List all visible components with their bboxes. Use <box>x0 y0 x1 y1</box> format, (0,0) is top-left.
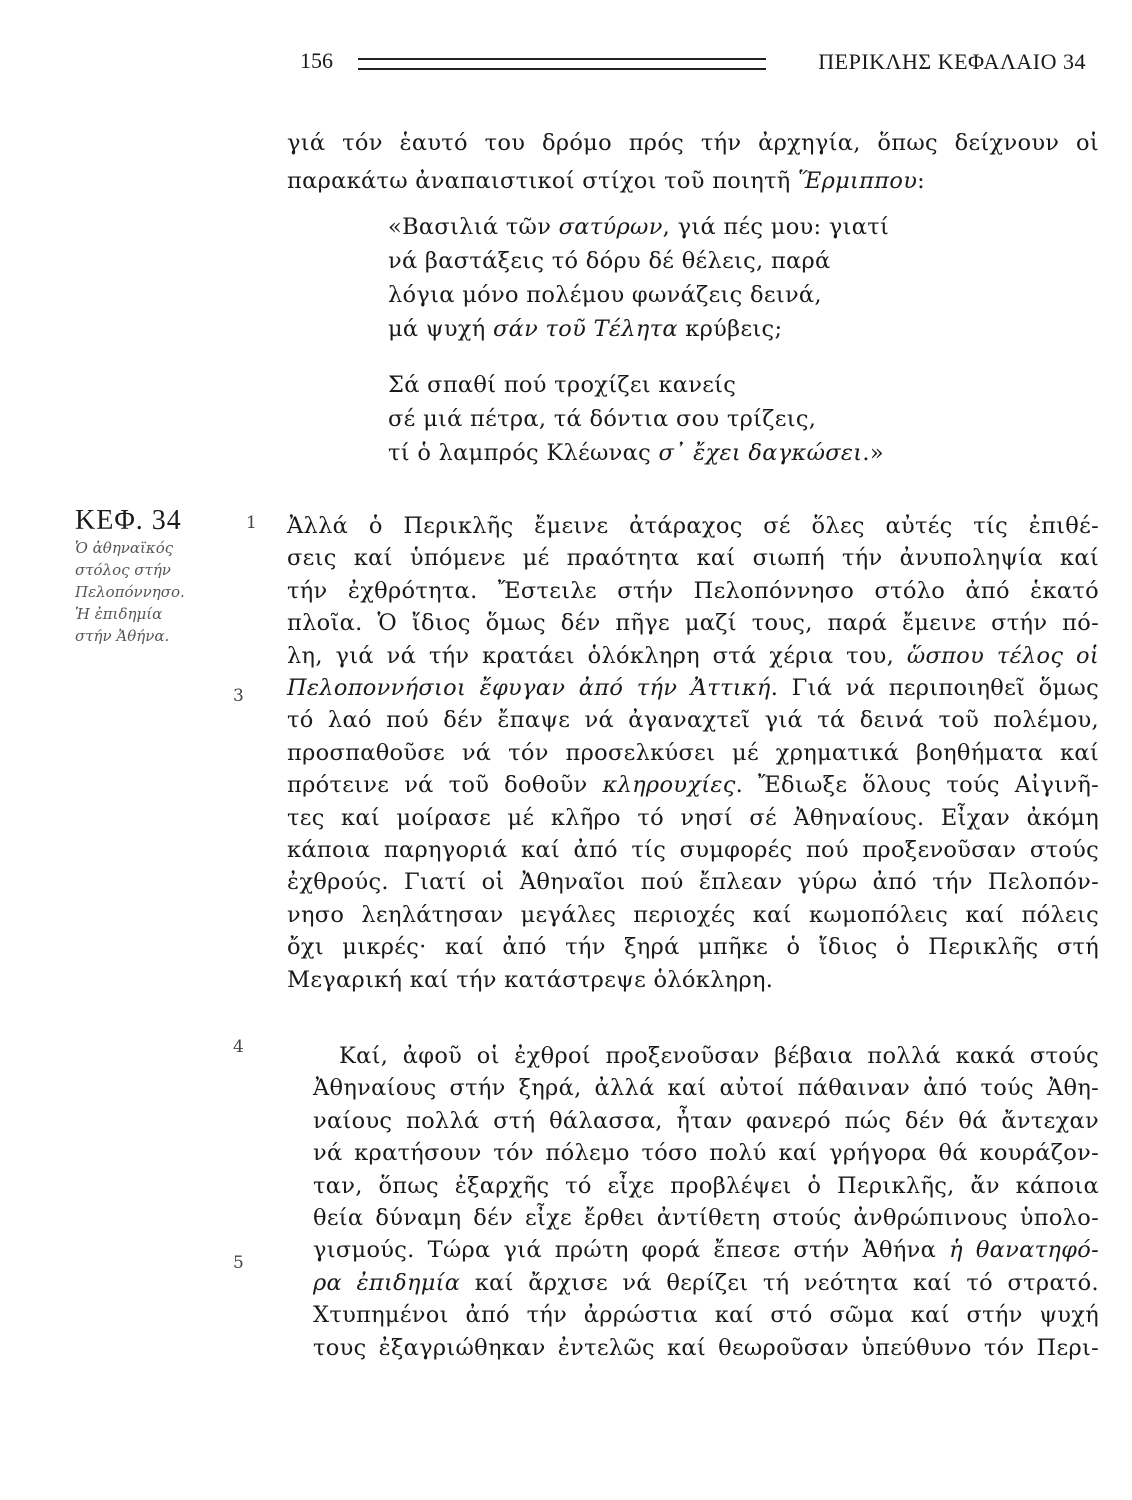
text-line: νησο λεηλάτησαν μεγάλες περιοχές καί κωμοπόλεις καί πόλεις <box>287 901 1099 928</box>
margin-note <box>75 505 215 647</box>
text-line: κάποια παρηγοριά καί ἀπό τίς συμφορές πού προξενοῦσαν στούς <box>287 837 1099 864</box>
verse-line: λόγια μόνο πολέμου φωνάζεις δεινά, <box>388 282 822 308</box>
text-line: πλοῖα. Ὁ ἴδιος ὅμως δέν πῆγε μαζί τους, παρά ἔμεινε στήν πό- <box>287 610 1099 637</box>
verse-line: νά βαστάξεις τό δόρυ δέ θέλεις, παρά <box>388 248 831 274</box>
running-head: ΠΕΡΙΚΛΗΣ ΚΕΦΑΛΑΙΟ 34 <box>818 49 1086 74</box>
text-line: ἐχθρούς. Γιατί οἱ Ἀθηναῖοι πού ἔπλεαν γύρω ἀπό τήν Πελοπόν- <box>287 869 1099 896</box>
note-line: Ἡ ἐπιδημία <box>75 605 163 623</box>
text-line: πρότεινε νά τοῦ δοθοῦν κληρουχίες. Ἔδιωξε ὅλους τούς Αἰγινῆ- <box>287 772 1099 799</box>
text-line: Καί, ἀφοῦ οἱ ἐχθροί προξενοῦσαν βέβαια πολλά κακά στούς <box>339 1043 1099 1069</box>
verse-line: σέ μιά πέτρα, τά δόντια σου τρίζεις, <box>388 406 817 432</box>
text-line: ὄχι μικρές· καί ἀπό τήν ξηρά μπῆκε ὁ ἴδιος ὁ Περικλῆς στή <box>287 934 1099 961</box>
verse-line: «Βασιλιά τῶν σατύρων, γιά πές μου: γιατί <box>388 214 890 240</box>
note-line: στήν Ἀθήνα. <box>75 627 170 645</box>
note-line: στόλος στήν <box>75 561 171 579</box>
paragraph-2 <box>287 1040 1099 1364</box>
text-line: ρα ἐπιδημία καί ἄρχισε νά θερίζει τή νεότητα καί τό στρατό. <box>313 1269 1099 1296</box>
text-line: γισμούς. Τώρα γιά πρώτη φορά ἔπεσε στήν Ἀθήνα ἡ θανατηφό- <box>313 1237 1099 1264</box>
text-line: σεις καί ὑπόμενε μέ πραότητα καί σιωπή τήν ἀνυποληψία καί <box>287 545 1099 572</box>
poem-stanza-1 <box>388 210 889 346</box>
chapter-label: ΚΕΦ. 34 <box>75 505 182 536</box>
paragraph-number: 5 <box>233 1253 244 1273</box>
page-number: 156 <box>300 48 333 73</box>
text-line: ταν, ὅπως ἐξαρχῆς τό εἶχε προβλέψει ὁ Περικλῆς, ἄν κάποια <box>313 1172 1099 1199</box>
header-rule <box>358 58 766 70</box>
note-line: Ὁ ἀθηναϊκός <box>75 539 174 557</box>
paragraph-number: 1 <box>246 513 257 533</box>
text-line: προσπαθοῦσε νά τόν προσελκύσει μέ χρηματικά βοηθήματα καί <box>287 739 1099 766</box>
verse-line: Σά σπαθί πού τροχίζει κανείς <box>388 372 737 398</box>
text-line: Χτυπημένοι ἀπό τήν ἀρρώστια καί στό σῶμα καί στήν ψυχή <box>313 1302 1099 1329</box>
text-line: νά κρατήσουν τόν πόλεμο τόσο πολύ καί γρήγορα θά κουράζον- <box>313 1140 1099 1167</box>
text-line: Πελοποννήσιοι ἔφυγαν ἀπό τήν Ἀττική. Γιά νά περιποιηθεῖ ὅμως <box>287 675 1099 702</box>
paragraph-number: 4 <box>233 1037 244 1057</box>
text-line: γιά τόν ἑαυτό του δρόμο πρός τήν ἀρχηγία, ὅπως δείχνουν οἱ <box>287 130 1099 156</box>
text-line: τήν ἐχθρότητα. Ἔστειλε στήν Πελοπόννησο στόλο ἀπό ἑκατό <box>287 577 1099 604</box>
text-line: ναίους πολλά στή θάλασσα, ἦταν φανερό πώς δέν θά ἄντεχαν <box>313 1107 1099 1134</box>
text-line: Μεγαρική καί τήν κατάστρεψε ὁλόκληρη. <box>287 966 774 993</box>
lead-paragraph <box>287 124 1099 200</box>
text-line: Ἀθηναίους στήν ξηρά, ἀλλά καί αὐτοί πάθαιναν ἀπό τούς Ἀθη- <box>313 1075 1099 1102</box>
text-line: λη, γιά νά τήν κρατάει ὁλόκληρη στά χέρια του, ὥσπου τέλος οἱ <box>287 642 1099 669</box>
verse-line: μά ψυχή σάν τοῦ Τέλητα κρύβεις; <box>388 316 783 342</box>
text-line: Ἀλλά ὁ Περικλῆς ἔμεινε ἀτάραχος σέ ὅλες αὐτές τίς ἐπιθέ- <box>287 513 1099 539</box>
poem-stanza-2 <box>388 368 884 470</box>
verse-line: τί ὁ λαμπρός Κλέωνας σ᾽ ἔχει δαγκώσει.» <box>388 440 884 466</box>
note-line: Πελοπόννησο. <box>75 583 185 601</box>
text-line: παρακάτω ἀναπαιστικοί στίχοι τοῦ ποιητῆ Ἕρμιππου: <box>287 168 926 194</box>
text-line: τό λαό πού δέν ἔπαψε νά ἀγαναχτεῖ γιά τά δεινά τοῦ πολέμου, <box>287 707 1099 734</box>
paragraph-number: 3 <box>233 686 244 706</box>
paragraph-1 <box>287 510 1099 996</box>
page-header <box>300 44 1090 84</box>
text-line: τους ἐξαγριώθηκαν ἐντελῶς καί θεωροῦσαν ὑπεύθυνο τόν Περι- <box>313 1334 1099 1361</box>
text-line: τες καί μοίρασε μέ κλῆρο τό νησί σέ Ἀθηναίους. Εἶχαν ἀκόμη <box>287 804 1099 831</box>
text-line: θεία δύναμη δέν εἶχε ἔρθει ἀντίθετη στούς ἀνθρώπινους ὑπολο- <box>313 1205 1099 1232</box>
